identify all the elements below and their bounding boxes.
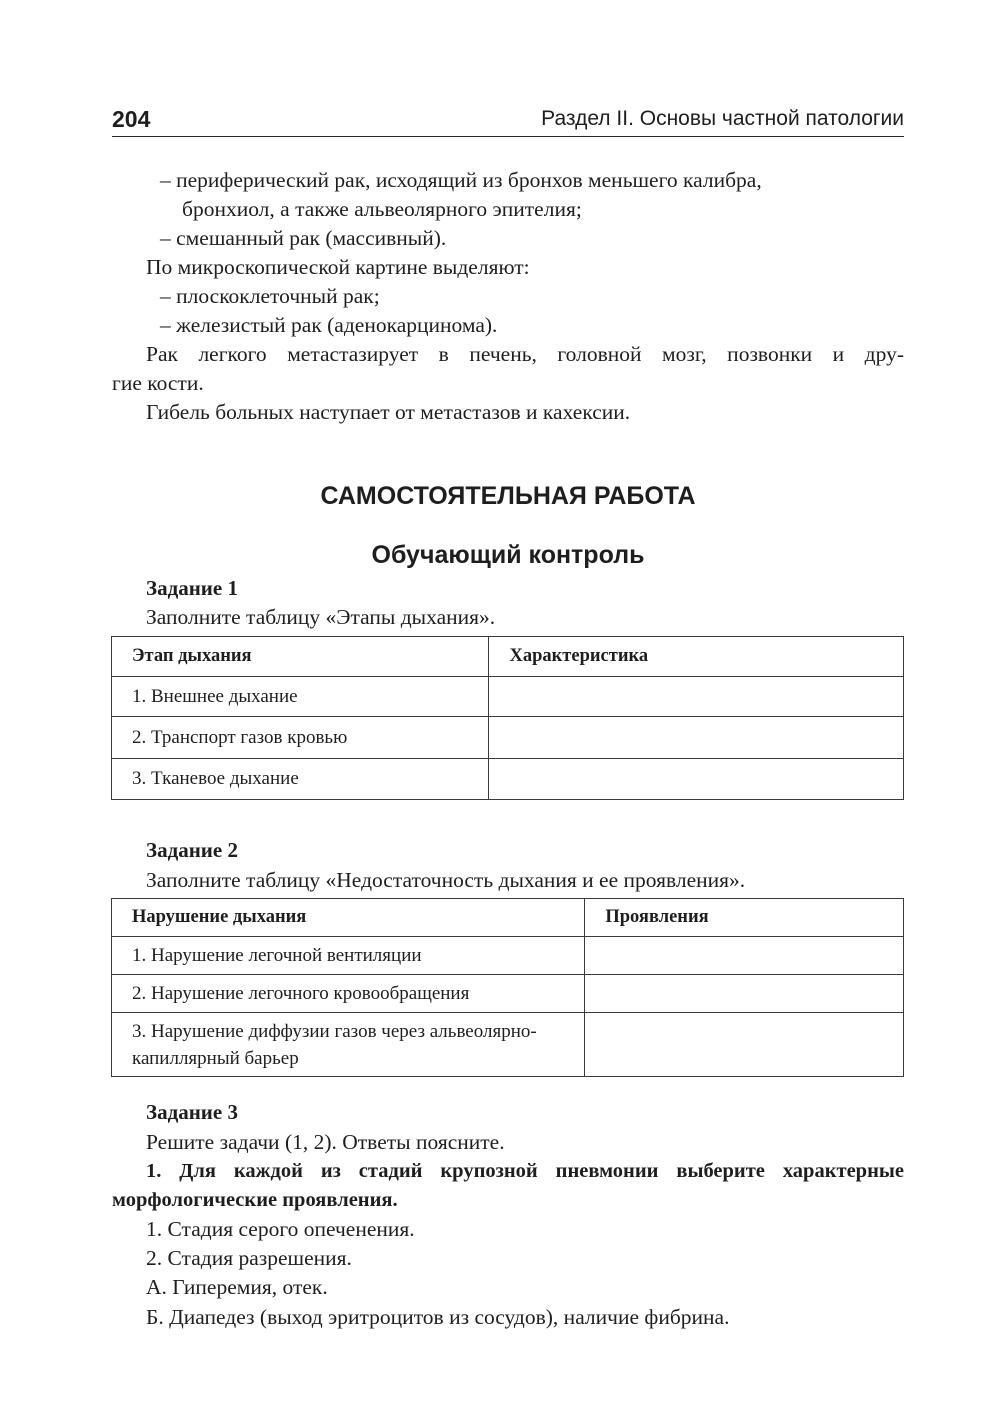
table-row [112, 759, 904, 800]
page-number: 204 [112, 106, 151, 132]
table-cell-empty [585, 1013, 904, 1077]
task1-title: Задание 1 [146, 576, 238, 600]
table-cell: 3. Нарушение диффузии газов через альвеолярно-капиллярный барьер [112, 1013, 585, 1077]
subsection-heading: Обучающий контроль [371, 541, 645, 569]
task3-title: Задание 3 [146, 1100, 238, 1124]
table-cell: 2. Нарушение легочного кровообращения [112, 975, 585, 1013]
table-row [112, 717, 904, 759]
task3-option-2: 2. Стадия разрешения. [146, 1246, 352, 1270]
death-sentence: Гибель больных наступает от метастазов и кахексии. [146, 400, 631, 424]
task3-question1-cont: морфологические проявления. [112, 1189, 398, 1211]
micro-item-squamous: – плоскоклеточный рак; [160, 284, 380, 308]
intro-item-peripheral: – периферический рак, исходящий из бронхов меньшего калибра, [160, 168, 762, 192]
task3-question1: 1. Для каждой из стадий крупозной пневмонии выберите характерные [146, 1160, 904, 1182]
table-cell-empty [585, 937, 904, 975]
table-cell-empty [585, 975, 904, 1013]
task2-table [111, 898, 904, 1077]
running-section-title: Раздел II. Основы частной патологии [541, 107, 904, 130]
table-cell-empty [489, 677, 904, 717]
table-header-cell: Характеристика [489, 637, 904, 677]
table-row [112, 1013, 904, 1077]
table-header-row [112, 899, 904, 937]
table-header-row [112, 637, 904, 677]
table-cell: 3. Тканевое дыхание [112, 759, 489, 800]
table-cell: 1. Внешнее дыхание [112, 677, 489, 717]
metastasis-line: Рак легкого метастазирует в печень, головной мозг, позвонки и дру- [146, 342, 904, 366]
task2-instruction: Заполните таблицу «Недостаточность дыхания и ее проявления». [146, 868, 746, 892]
table-cell: 1. Нарушение легочной вентиляции [112, 937, 585, 975]
table-cell-empty [489, 717, 904, 759]
intro-item-mixed: – смешанный рак (массивный). [160, 226, 447, 250]
task3-option-1: 1. Стадия серого опеченения. [146, 1217, 415, 1241]
micro-heading: По микроскопической картине выделяют: [146, 255, 530, 279]
metastasis-line-cont: гие кости. [112, 371, 204, 395]
table-row [112, 975, 904, 1013]
micro-item-glandular: – железистый рак (аденокарцинома). [160, 313, 498, 337]
task3-option-b: Б. Диапедез (выход эритроцитов из сосудов), наличие фибрина. [146, 1305, 730, 1329]
table-row [112, 937, 904, 975]
task1-instruction: Заполните таблицу «Этапы дыхания». [146, 605, 496, 629]
table-header-cell: Проявления [585, 899, 904, 937]
table-header-cell: Нарушение дыхания [112, 899, 585, 937]
table-header-cell: Этап дыхания [112, 637, 489, 677]
table-cell: 2. Транспорт газов кровью [112, 717, 489, 759]
section-heading: САМОСТОЯТЕЛЬНАЯ РАБОТА [320, 482, 696, 510]
task1-table [111, 636, 904, 800]
table-cell-empty [489, 759, 904, 800]
intro-item-peripheral-cont: бронхиол, а также альвеолярного эпителия; [182, 197, 582, 221]
table-row [112, 677, 904, 717]
running-header [112, 104, 904, 137]
task3-option-a: А. Гиперемия, отек. [146, 1275, 328, 1299]
task3-instruction: Решите задачи (1, 2). Ответы поясните. [146, 1130, 505, 1154]
task2-title: Задание 2 [146, 838, 238, 862]
